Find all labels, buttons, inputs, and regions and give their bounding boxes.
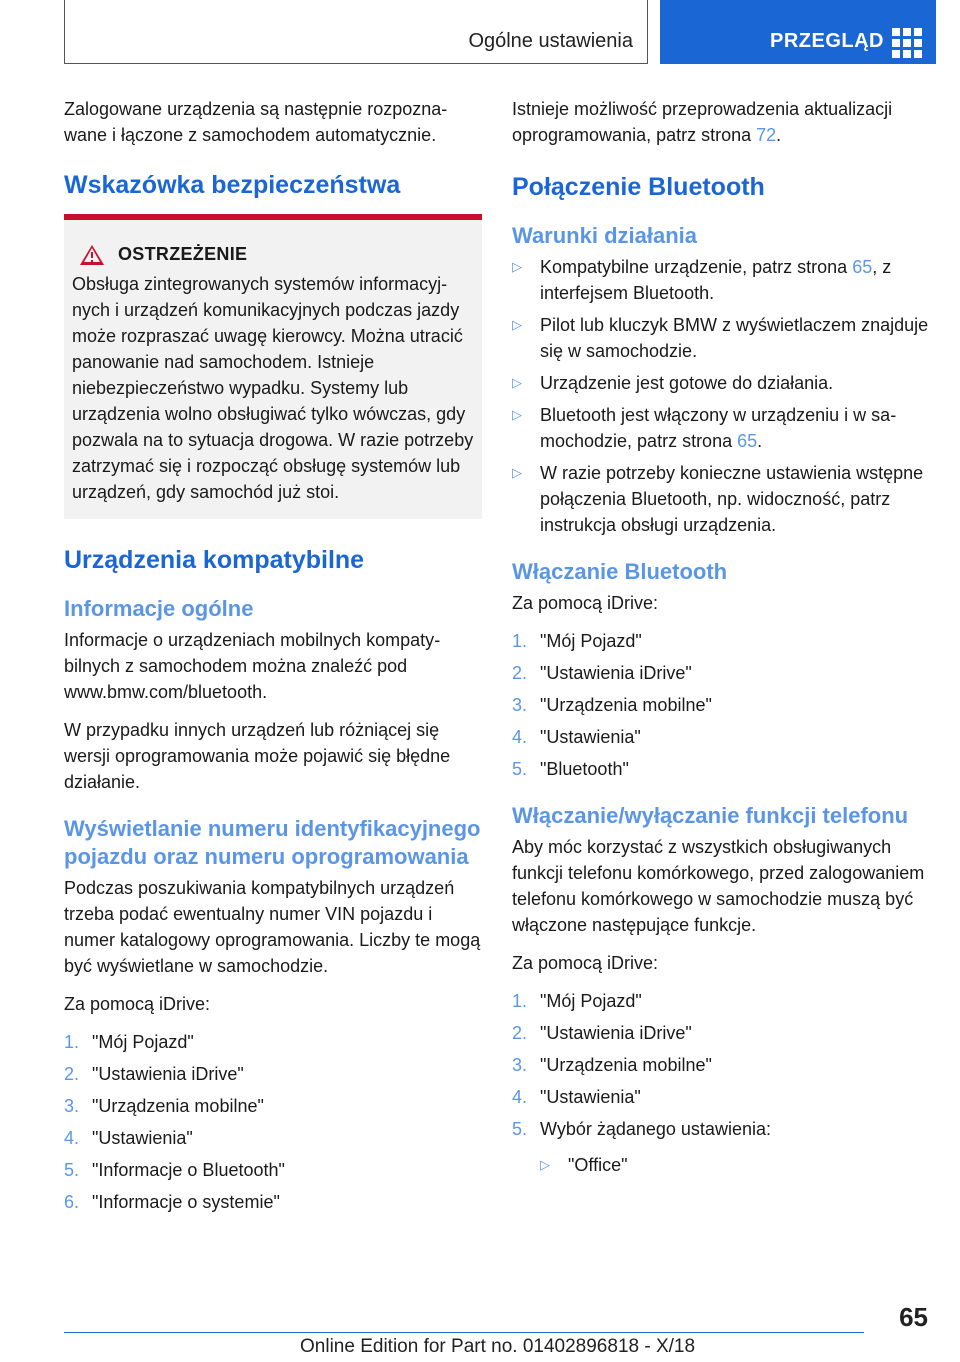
compatible-heading: Urządzenia kompatybilne [64, 546, 365, 574]
list-item [64, 1061, 482, 1087]
overview-button[interactable] [660, 0, 936, 64]
bullet-triangle-icon: ▷ [540, 1157, 550, 1172]
list-item [512, 370, 932, 396]
step-text: Wybór żądanego ustawienia: [540, 1119, 771, 1139]
bullet-triangle-icon: ▷ [512, 259, 522, 274]
overview-label: PRZEGLĄD [770, 30, 884, 52]
condition-text: W razie potrzeby konieczne ustawienia wstępne połączenia Bluetooth, np. widoczność, patrz instrukcja obsługi urządzenia. [540, 463, 924, 535]
list-item [512, 254, 932, 306]
step-number: 3. [512, 1055, 528, 1075]
step-text: "Ustawienia" [540, 727, 641, 747]
left-column [64, 96, 482, 1225]
section-title: Ogólne ustawienia [468, 30, 633, 52]
section-header [64, 0, 648, 64]
list-item [512, 1020, 932, 1046]
condition-text: Urządzenie jest gotowe do działania. [540, 373, 834, 393]
step-text: "Ustawienia iDrive" [540, 1023, 692, 1043]
vin-heading: Wyświetlanie numeru identyfikacyjnego pojazdu oraz numeru oprogramowania [64, 816, 481, 869]
enable-bluetooth-heading: Włączanie Bluetooth [512, 559, 728, 584]
phone-steps-list [512, 988, 932, 1142]
conditions-heading: Warunki działania [512, 223, 698, 248]
list-item [512, 402, 932, 454]
condition-text: Bluetooth jest włączony w urządzeniu i w samochodzie, patrz strona 65. [540, 405, 897, 451]
bullet-triangle-icon: ▷ [512, 317, 522, 332]
list-item [512, 460, 932, 538]
step-number: 5. [512, 759, 528, 779]
list-item [512, 1052, 932, 1078]
list-item [512, 756, 932, 782]
step-text: "Ustawienia iDrive" [540, 663, 692, 683]
general-heading: Informacje ogólne [64, 596, 254, 621]
bullet-triangle-icon: ▷ [512, 375, 522, 390]
step-number: 4. [512, 1087, 528, 1107]
via-idrive-label: Za pomocą iDrive: [512, 953, 659, 973]
list-item [512, 724, 932, 750]
enable-steps-list [512, 628, 932, 782]
warning-header [80, 244, 474, 265]
step-text: "Ustawienia iDrive" [92, 1064, 244, 1084]
page-link-65[interactable]: 65 [852, 257, 873, 277]
step-text: "Informacje o Bluetooth" [92, 1160, 285, 1180]
list-item [512, 692, 932, 718]
sub-option-text: "Office" [568, 1155, 628, 1175]
list-item [64, 1029, 482, 1055]
list-item [512, 628, 932, 654]
warning-box [64, 220, 482, 519]
step-number: 3. [512, 695, 528, 715]
list-item [512, 988, 932, 1014]
bullet-triangle-icon: ▷ [512, 407, 522, 422]
safety-heading: Wskazówka bezpieczeństwa [64, 171, 401, 199]
phone-functions-heading: Włączanie/wyłączanie funkcji telefonu [512, 803, 909, 828]
general-text-1: Informacje o urządzeniach mobilnych kompatybilnych z samochodem można znaleźć pod www.bmw.com/bluetooth. [64, 630, 441, 702]
page-link-65[interactable]: 65 [737, 431, 758, 451]
step-text: "Urządzenia mobilne" [92, 1096, 264, 1116]
step-number: 1. [64, 1032, 80, 1052]
step-text: "Mój Pojazd" [92, 1032, 194, 1052]
step-number: 1. [512, 631, 528, 651]
condition-text: Kompatybilne urządzenie, patrz strona 65, z interfejsem Bluetooth. [540, 257, 892, 303]
general-text-2: W przypadku innych urządzeń lub różniącej się wersji oprogramowania może pojawić się błędne działanie. [64, 720, 451, 792]
via-idrive-label: Za pomocą iDrive: [512, 593, 659, 613]
bluetooth-heading: Połączenie Bluetooth [512, 173, 765, 201]
intro-text: Zalogowane urządzenia są następnie rozpoznawane i łączone z samochodem automatycznie. [64, 99, 448, 145]
bullet-triangle-icon: ▷ [512, 465, 522, 480]
info-steps-list [64, 1029, 482, 1215]
right-column [512, 96, 932, 1184]
list-item [512, 1084, 932, 1110]
list-item [64, 1157, 482, 1183]
step-number: 3. [64, 1096, 80, 1116]
step-text: "Urządzenia mobilne" [540, 695, 712, 715]
step-number: 2. [64, 1064, 80, 1084]
phone-functions-text: Aby móc korzystać z wszystkich obsługiwanych funkcji telefonu komórkowego, przed zalogowaniem telefonu komórkowego w samochodzie muszą być włączone następujące funkcje. [512, 837, 925, 935]
step-text: "Ustawienia" [540, 1087, 641, 1107]
step-text: "Urządzenia mobilne" [540, 1055, 712, 1075]
step-number: 2. [512, 663, 528, 683]
step-number: 2. [512, 1023, 528, 1043]
sub-option-item [540, 1152, 932, 1178]
list-item [512, 660, 932, 686]
grid-menu-icon [892, 28, 922, 56]
page-link-72[interactable]: 72 [756, 125, 777, 145]
update-text: Istnieje możliwość przeprowadzenia aktualizacji oprogramowania, patrz strona 72. [512, 99, 893, 145]
step-number: 4. [512, 727, 528, 747]
page-number: 65 [899, 1302, 928, 1332]
list-item [512, 1116, 932, 1142]
condition-text: Pilot lub kluczyk BMW z wyświetlaczem znajduje się w samochodzie. [540, 315, 929, 361]
list-item [64, 1093, 482, 1119]
step-number: 5. [512, 1119, 528, 1139]
step-number: 4. [64, 1128, 80, 1148]
step-text: "Bluetooth" [540, 759, 629, 779]
step-number: 6. [64, 1192, 80, 1212]
vin-text: Podczas poszukiwania kompatybilnych urządzeń trzeba podać ewentualny numer VIN pojazdu i numer katalogowy oprogramowania. Liczby te mogą być wyświetlane w samochodzie. [64, 878, 481, 976]
list-item [64, 1125, 482, 1151]
warning-title: OSTRZEŻENIE [118, 244, 248, 264]
via-idrive-label: Za pomocą iDrive: [64, 994, 211, 1014]
edition-text: Online Edition for Part no. 01402896818 - X/18 [300, 1336, 696, 1357]
list-item [512, 312, 932, 364]
step-text: "Mój Pojazd" [540, 631, 642, 651]
footer-divider [64, 1332, 864, 1333]
conditions-list [512, 254, 932, 538]
step-number: 1. [512, 991, 528, 1011]
warning-text: Obsługa zintegrowanych systemów informacyjnych i urządzeń komunikacyjnych podczas jazdy może rozpraszać uwagę kierowcy. Można utracić panowanie nad samochodem. Istnieje niebezpieczeństwo wypadku. Systemy lub urządzenia wolno obsługiwać tylko wówczas, gdy pozwala na to sytuacja drogowa. W razie potrzeby zatrzymać się i rozpocząć obsługę systemów lub urządzeń, gdy samochód już stoi. [72, 274, 474, 502]
list-item [64, 1189, 482, 1215]
warning-triangle-icon [80, 245, 104, 265]
step-text: "Informacje o systemie" [92, 1192, 280, 1212]
step-text: "Mój Pojazd" [540, 991, 642, 1011]
step-number: 5. [64, 1160, 80, 1180]
step-text: "Ustawienia" [92, 1128, 193, 1148]
